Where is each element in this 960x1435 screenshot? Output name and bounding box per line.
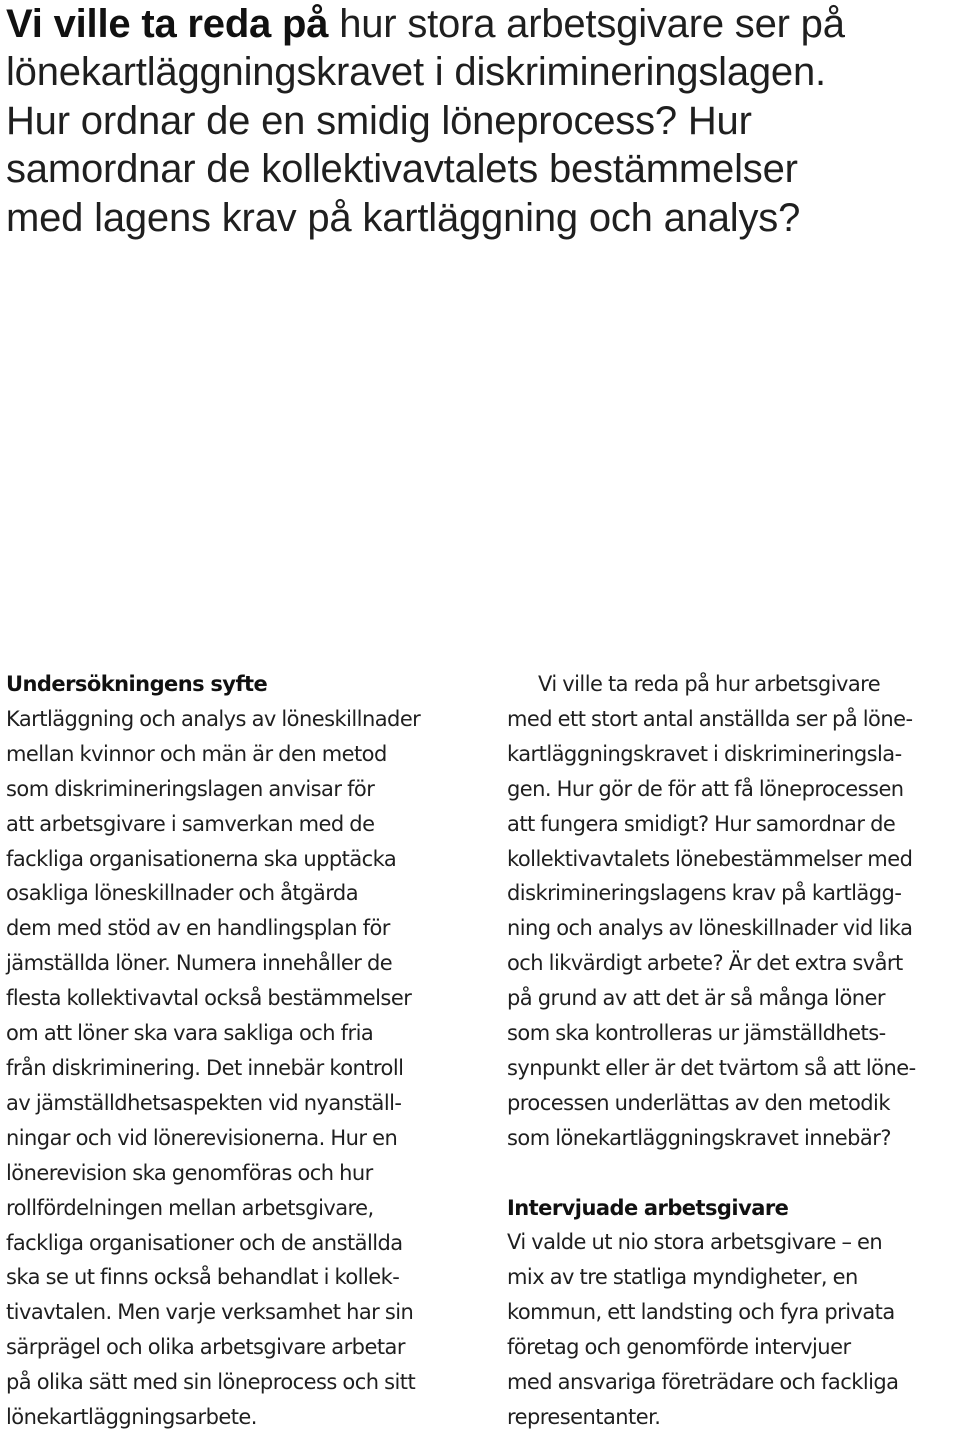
body-line: ska se ut finns också behandlat i kollek- [6,1265,400,1290]
body-line: företag och genomförde intervjuer [507,1335,851,1360]
body-line: att fungera smidigt? Hur samordnar de [507,811,896,836]
body-line: dem med stöd av en handlingsplan för [6,916,390,941]
body-line: jämställda löner. Numera innehåller de [6,951,393,976]
intro-line-1: hur stora arbetsgivare ser på [328,2,845,46]
body-line-first: Vi ville ta reda på hur arbetsgivare [538,672,881,696]
body-line: om att löner ska vara sakliga och fria [6,1021,374,1046]
paragraph-gap [507,1156,955,1191]
body-line: ningar och vid lönerevisionerna. Hur en [6,1125,398,1150]
body-line: kartläggningskravet i diskrimineringsla- [507,741,902,766]
body-line: gen. Hur gör de för att få löneprocessen [507,776,904,801]
body-line: diskrimineringslagens krav på kartlägg- [507,881,902,906]
body-line: som diskrimineringslagen anvisar för [6,776,375,801]
body-line: på grund av att det är så många löner [507,986,885,1011]
body-line: Kartläggning och analys av löneskillnader [6,706,421,731]
body-line: mix av tre statliga myndigheter, en [507,1265,858,1290]
body-line: som ska kontrolleras ur jämställdhets- [507,1021,886,1046]
body-line: osakliga löneskillnader och åtgärda [6,881,359,906]
body-line: från diskriminering. Det innebär kontroll [6,1055,404,1080]
intro-line-2: lönekartläggningskravet i diskrimineringslagen. [6,50,826,95]
intro-line-4: samordnar de kollektivavtalets bestämmelser [6,147,798,192]
left-column [6,667,454,1435]
intro-line-3: Hur ordnar de en smidig löneprocess? Hur [6,98,752,143]
body-line: mellan kvinnor och män är den metod [6,741,387,766]
body-line: och likvärdigt arbete? Är det extra svårt [507,951,903,976]
body-line: med ansvariga företrädare och fackliga [507,1370,899,1395]
body-line: att arbetsgivare i samverkan med de [6,811,375,836]
body-line: särprägel och olika arbetsgivare arbetar [6,1335,405,1360]
body-line: lönekartläggningsarbete. [6,1405,257,1430]
body-line: lönerevision ska genomföras och hur [6,1160,373,1185]
intro-line-5: med lagens krav på kartläggning och analys? [6,195,801,240]
body-line: fackliga organisationer och de anställda [6,1230,403,1255]
body-line: fackliga organisationerna ska upptäcka [6,846,397,871]
section-heading-interviewed: Intervjuade arbetsgivare [507,1195,789,1220]
body-line: Vi valde ut nio stora arbetsgivare – en [507,1230,883,1255]
body-line: av jämställdhetsaspekten vid nyanställ- [6,1090,402,1115]
right-column [507,667,955,1435]
intro-paragraph [6,0,946,242]
body-line: med ett stort antal anställda ser på löne- [507,706,913,731]
body-line: som lönekartläggningskravet innebär? [507,1125,891,1150]
intro-lead: Vi ville ta reda på [6,2,329,46]
body-line: kommun, ett landsting och fyra privata [507,1300,895,1325]
body-line: ning och analys av löneskillnader vid lika [507,916,913,941]
body-line: flesta kollektivavtal också bestämmelser [6,986,412,1011]
body-line: synpunkt eller är det tvärtom så att löne- [507,1055,916,1080]
body-line: representanter. [507,1405,661,1430]
body-line: rollfördelningen mellan arbetsgivare, [6,1195,374,1220]
body-line: processen underlättas av den metodik [507,1090,890,1115]
section-heading-purpose: Undersökningens syfte [6,672,268,696]
body-line: tivavtalen. Men varje verksamhet har sin [6,1300,414,1325]
body-line: på olika sätt med sin löneprocess och sitt [6,1370,416,1395]
body-line: kollektivavtalets lönebestämmelser med [507,846,913,871]
